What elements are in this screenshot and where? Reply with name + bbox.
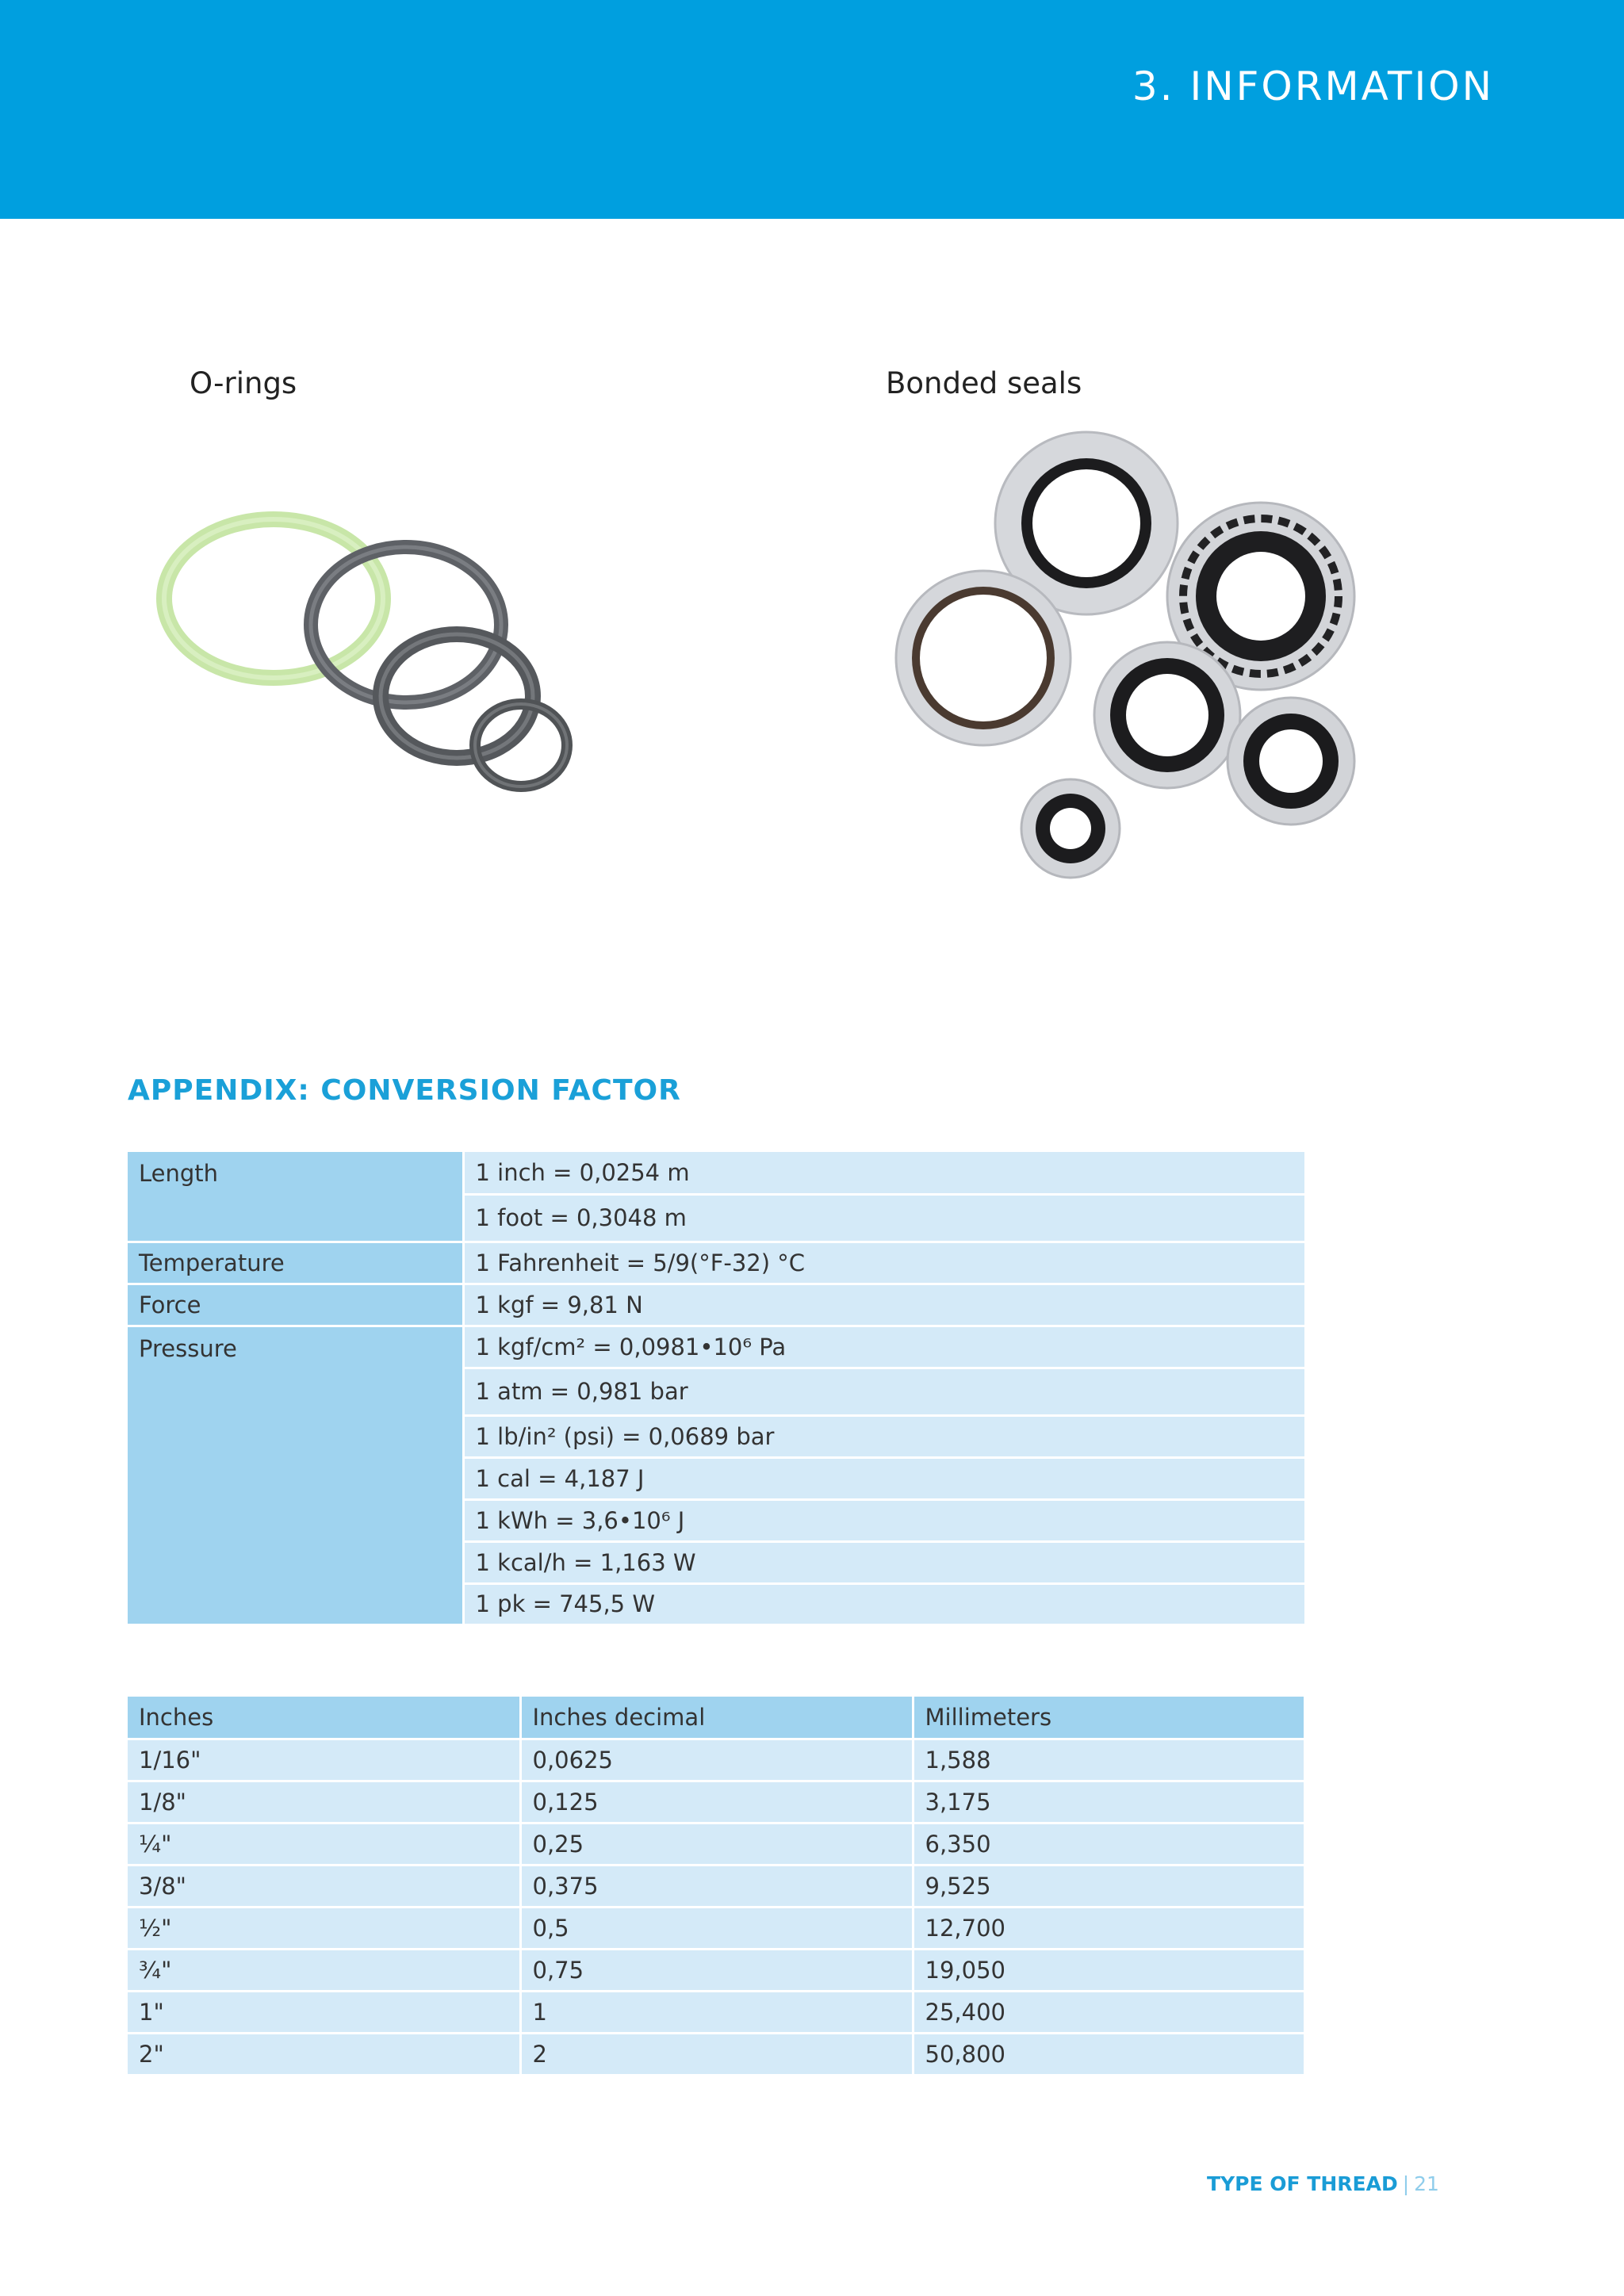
value-cell: 1 Fahrenheit = 5/9(°F-32) °C	[463, 1242, 1304, 1284]
value-cell: 1 atm = 0,981 bar	[463, 1368, 1304, 1415]
appendix-title: APPENDIX: CONVERSION FACTOR	[128, 1074, 681, 1107]
table-row	[128, 1907, 1304, 1949]
table-header-row	[128, 1697, 1304, 1739]
table-row	[128, 1284, 1304, 1326]
page-number: 21	[1414, 2172, 1439, 2195]
cell-inches: 1"	[128, 1991, 520, 2033]
cell-inches: 1/8"	[128, 1781, 520, 1823]
cell-millimeters: 9,525	[913, 1865, 1304, 1907]
table-row	[128, 1991, 1304, 2033]
cell-millimeters: 25,400	[913, 1991, 1304, 2033]
cell-millimeters: 12,700	[913, 1907, 1304, 1949]
inch-mm-table	[128, 1697, 1306, 2076]
table-row	[128, 1152, 1304, 1194]
orings-image	[151, 484, 595, 817]
cell-inches-decimal: 0,375	[520, 1865, 913, 1907]
bonded-seals-image	[888, 420, 1396, 888]
value-cell: 1 kWh = 3,6•10⁶ J	[463, 1499, 1304, 1541]
table-row	[128, 2033, 1304, 2075]
table-row	[128, 1865, 1304, 1907]
table-row	[128, 1823, 1304, 1865]
table-row	[128, 1326, 1304, 1368]
orings-caption: O-rings	[190, 366, 297, 400]
cell-millimeters: 6,350	[913, 1823, 1304, 1865]
category-cell: Pressure	[128, 1326, 463, 1624]
cell-inches-decimal: 0,125	[520, 1781, 913, 1823]
value-cell: 1 inch = 0,0254 m	[463, 1152, 1304, 1194]
cell-inches: 3/8"	[128, 1865, 520, 1907]
page-footer	[1207, 2172, 1439, 2195]
value-cell: 1 foot = 0,3048 m	[463, 1194, 1304, 1242]
table-row	[128, 1242, 1304, 1284]
cell-inches: 1/16"	[128, 1739, 520, 1781]
table-row	[128, 1949, 1304, 1991]
value-cell: 1 pk = 745,5 W	[463, 1583, 1304, 1624]
header-bar	[0, 0, 1624, 219]
value-cell: 1 cal = 4,187 J	[463, 1457, 1304, 1499]
cell-millimeters: 1,588	[913, 1739, 1304, 1781]
value-cell: 1 kgf/cm² = 0,0981•10⁶ Pa	[463, 1326, 1304, 1368]
category-cell: Length	[128, 1152, 463, 1242]
category-cell: Temperature	[128, 1242, 463, 1284]
cell-millimeters: 3,175	[913, 1781, 1304, 1823]
section-title-header: 3. INFORMATION	[1132, 63, 1494, 109]
footer-separator: |	[1402, 2172, 1410, 2195]
column-header-millimeters: Millimeters	[913, 1697, 1304, 1739]
cell-inches-decimal: 0,25	[520, 1823, 913, 1865]
cell-inches: 2"	[128, 2033, 520, 2075]
bonded-seals-caption: Bonded seals	[886, 366, 1082, 400]
column-header-inches: Inches	[128, 1697, 520, 1739]
cell-inches: ¼"	[128, 1823, 520, 1865]
cell-inches-decimal: 1	[520, 1991, 913, 2033]
value-cell: 1 kgf = 9,81 N	[463, 1284, 1304, 1326]
cell-inches-decimal: 0,75	[520, 1949, 913, 1991]
value-cell: 1 lb/in² (psi) = 0,0689 bar	[463, 1415, 1304, 1457]
category-cell: Force	[128, 1284, 463, 1326]
cell-millimeters: 50,800	[913, 2033, 1304, 2075]
cell-inches: ¾"	[128, 1949, 520, 1991]
cell-inches-decimal: 2	[520, 2033, 913, 2075]
table-row	[128, 1739, 1304, 1781]
conversion-table	[128, 1152, 1304, 1626]
table-row	[128, 1781, 1304, 1823]
cell-inches-decimal: 0,0625	[520, 1739, 913, 1781]
cell-millimeters: 19,050	[913, 1949, 1304, 1991]
cell-inches: ½"	[128, 1907, 520, 1949]
footer-label: TYPE OF THREAD	[1207, 2172, 1398, 2195]
cell-inches-decimal: 0,5	[520, 1907, 913, 1949]
value-cell: 1 kcal/h = 1,163 W	[463, 1541, 1304, 1583]
column-header-inches-decimal: Inches decimal	[520, 1697, 913, 1739]
